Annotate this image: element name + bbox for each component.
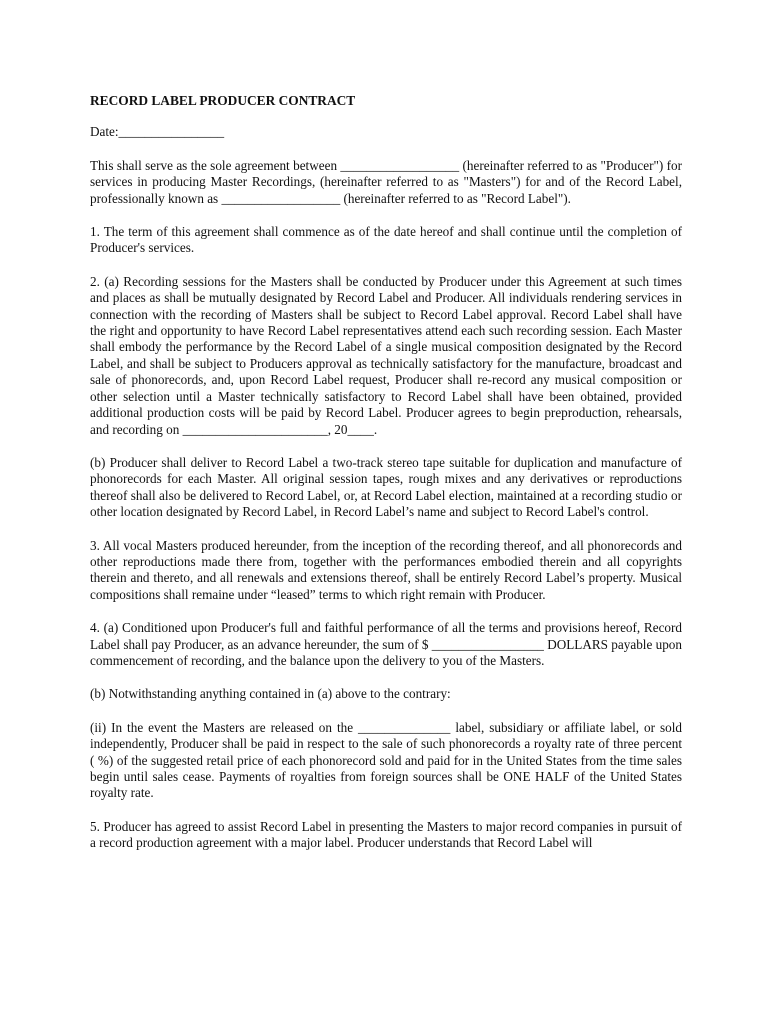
paragraph-delivery: (b) Producer shall deliver to Record Label a two-track stereo tape suitable for duplication and manufacture of phonorecords for each Master. All original session tapes, rough mixes and any derivatives or reproductions thereof shall also be delivered to Record Label, or, at Record Label election, maintained at a recording studio or other location designated by Record Label, in Record Label’s name and subject to Record Label's control. bbox=[90, 454, 682, 520]
date-line: Date:________________ bbox=[90, 124, 225, 140]
paragraph-term: 1. The term of this agreement shall commence as of the date hereof and shall continue until the completion of Producer's services. bbox=[90, 224, 682, 256]
paragraph-royalty: (ii) In the event the Masters are released on the ______________ label, subsidiary or affiliate label, or sold independently, Producer shall be paid in respect to the sale of such phonorecords a royalty rate of three percent ( %) of the suggested retail price of each phonorecord sold and paid for in the United States from the time sales begin until sales cease. Payments of royalties from foreign sources shall be ONE HALF of the United States royalty rate. bbox=[90, 719, 682, 801]
paragraph-notwithstanding: (b) Notwithstanding anything contained in (a) above to the contrary: bbox=[90, 686, 451, 702]
paragraph-assistance: 5. Producer has agreed to assist Record Label in presenting the Masters to major record companies in pursuit of a record production agreement with a major label. Producer understands that Record Label will bbox=[90, 818, 682, 851]
paragraph-parties: This shall serve as the sole agreement between __________________ (hereinafter referred to as "Producer") for services in producing Master Recordings, (hereinafter referred to as "Masters") for and of the Record Label, professionally known as __________________ (hereinafter referred to as "Record Label"). bbox=[90, 157, 682, 206]
document-title: RECORD LABEL PRODUCER CONTRACT bbox=[90, 93, 356, 108]
paragraph-advance: 4. (a) Conditioned upon Producer's full and faithful performance of all the terms and provisions hereof, Record Label shall pay Producer, as an advance hereunder, the sum of $ _________________ DOLLARS payable upon commencement of recording, and the balance upon the delivery to you of the Masters. bbox=[90, 620, 682, 668]
paragraph-ownership: 3. All vocal Masters produced hereunder, from the inception of the recording thereof, and all phonorecords and other reproductions made there from, together with the performances embodied therein and all copyrights therein and thereto, and all renewals and extensions thereof, shall be entirely Record Label’s property. Musical compositions shall remaine under “leased” terms to which right remain with Producer. bbox=[90, 537, 682, 602]
paragraph-recording-sessions: 2. (a) Recording sessions for the Masters shall be conducted by Producer under this Agreement at such times and places as shall be mutually designated by Record Label and Producer. All individuals rendering services in connection with the recording of Masters shall be subject to Record Label approval. Record Label shall have the right and opportunity to have Record Label representatives attend each such recording session. Each Master shall embody the performance by the Record Label of a single musical composition designated by the Record Label, and shall be subject to Producers approval as technically satisfactory for the manufacture, broadcast and sale of phonorecords, and, upon Record Label request, Producer shall re-record any musical composition or other selection until a Master technically satisfactory to Record Label shall have been obtained, provided additional production costs will be paid by Record Label. Producer agrees to begin preproduction, rehearsals, and recording on ______________________, 20____. bbox=[90, 273, 682, 437]
